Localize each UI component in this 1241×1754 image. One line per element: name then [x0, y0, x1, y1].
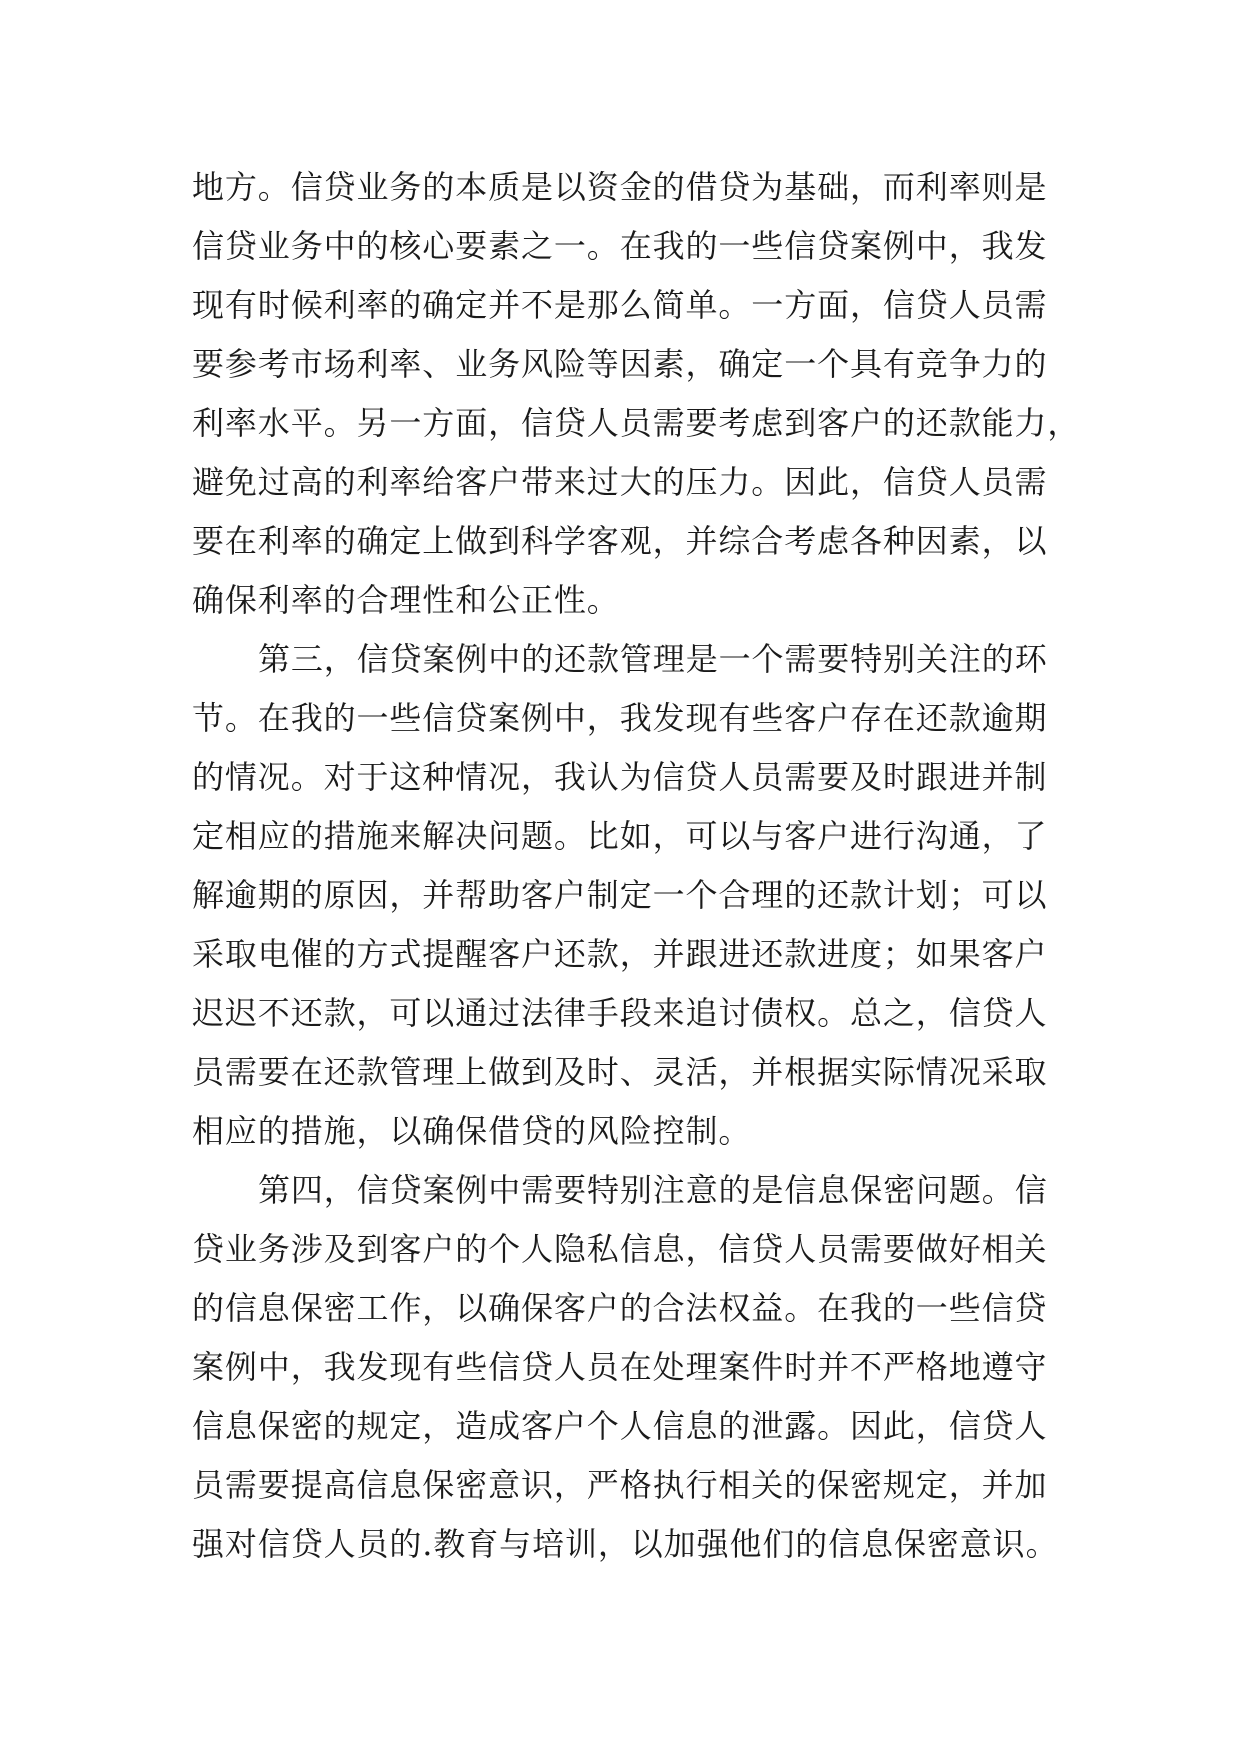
text-line: 相应的措施，以确保借贷的风险控制。: [192, 1112, 752, 1150]
text-line: 迟迟不还款，可以通过法律手段来追讨债权。总之，信贷人: [192, 994, 1048, 1032]
text-line: 案例中，我发现有些信贷人员在处理案件时并不严格地遵守: [192, 1348, 1048, 1386]
text-line: 信贷业务中的核心要素之一。在我的一些信贷案例中，我发: [192, 227, 1048, 265]
text-line: 要在利率的确定上做到科学客观，并综合考虑各种因素，以: [192, 522, 1048, 560]
paragraph-start-line: 第四，信贷案例中需要特别注意的是信息保密问题。信: [258, 1171, 1048, 1209]
text-line: 贷业务涉及到客户的个人隐私信息，信贷人员需要做好相关: [192, 1230, 1048, 1268]
text-line: 现有时候利率的确定并不是那么简单。一方面，信贷人员需: [192, 286, 1048, 324]
text-line: 员需要提高信息保密意识，严格执行相关的保密规定，并加: [192, 1466, 1048, 1504]
text-line: 信息保密的规定，造成客户个人信息的泄露。因此，信贷人: [192, 1407, 1048, 1445]
paragraph-start-line: 第三，信贷案例中的还款管理是一个需要特别关注的环: [258, 640, 1048, 678]
text-line: 确保利率的合理性和公正性。: [192, 581, 620, 619]
text-line: 节。在我的一些信贷案例中，我发现有些客户存在还款逾期: [192, 699, 1048, 737]
text-line: 利率水平。另一方面，信贷人员需要考虑到客户的还款能力，: [192, 404, 1081, 442]
text-line: 解逾期的原因，并帮助客户制定一个合理的还款计划；可以: [192, 876, 1048, 914]
text-line: 强对信贷人员的.教育与培训，以加强他们的信息保密意识。: [192, 1525, 1059, 1563]
text-line: 的信息保密工作，以确保客户的合法权益。在我的一些信贷: [192, 1289, 1048, 1327]
text-line: 员需要在还款管理上做到及时、灵活，并根据实际情况采取: [192, 1053, 1048, 1091]
body-text: [192, 158, 1081, 1574]
text-line: 定相应的措施来解决问题。比如，可以与客户进行沟通，了: [192, 817, 1048, 855]
text-line: 要参考市场利率、业务风险等因素，确定一个具有竞争力的: [192, 345, 1048, 383]
text-line: 采取电催的方式提醒客户还款，并跟进还款进度；如果客户: [192, 935, 1048, 973]
text-line: 地方。信贷业务的本质是以资金的借贷为基础，而利率则是: [192, 168, 1048, 206]
text-line: 的情况。对于这种情况，我认为信贷人员需要及时跟进并制: [192, 758, 1048, 796]
text-line: 避免过高的利率给客户带来过大的压力。因此，信贷人员需: [192, 463, 1048, 501]
